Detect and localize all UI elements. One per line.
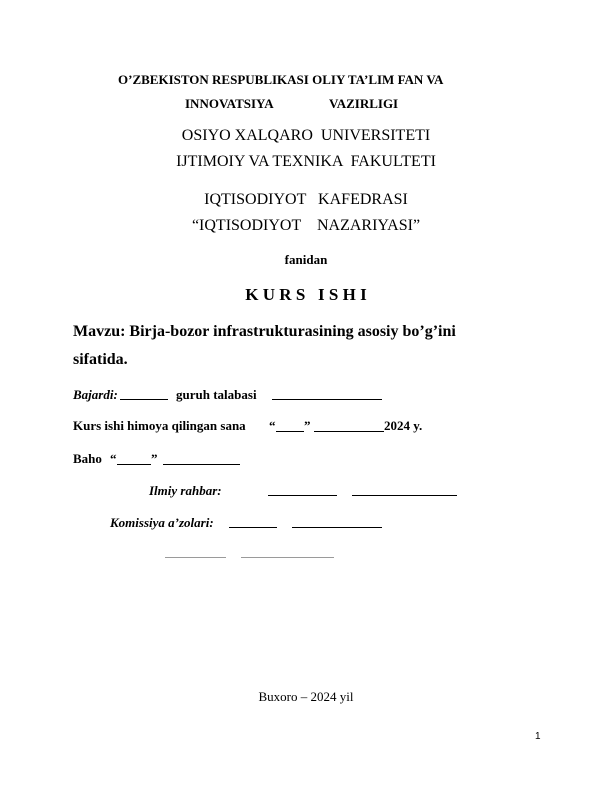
fanidan-label: fanidan	[284, 252, 328, 267]
guruh-blank	[272, 399, 382, 400]
subject-name: “IQTISODIYOT NAZARIYASI”	[191, 217, 421, 234]
ilmiy-rahbar-blank-1	[268, 495, 337, 496]
himoya-day-blank	[276, 431, 304, 432]
komissiya-blank-2	[292, 527, 382, 528]
ilmiy-rahbar-label: Ilmiy rahbar:	[149, 483, 222, 498]
department-name: IQTISODIYOT KAFEDRASI	[204, 191, 408, 208]
topic-line-1: Mavzu: Birja-bozor infrastrukturasining asosiy bo’g’ini	[69, 323, 456, 340]
guruh-label: guruh talabasi	[176, 387, 257, 402]
baho-quote-open: “	[110, 451, 117, 466]
ministry-line-1: O’ZBEKISTON RESPUBLIKASI OLIY TA’LIM FAN VA	[118, 72, 444, 87]
komissiya-blank-3	[165, 557, 226, 558]
komissiya-label: Komissiya a’zolari:	[110, 515, 214, 530]
bajardi-label: Bajardi:	[73, 387, 118, 402]
place-year: Buxoro – 2024 yil	[258, 689, 354, 704]
baho-quote-close: ”	[151, 451, 158, 466]
himoya-year: 2024 y.	[384, 418, 423, 433]
ilmiy-rahbar-blank-2	[352, 495, 457, 496]
himoya-month-blank	[314, 431, 384, 432]
baho-label: Baho	[73, 451, 102, 466]
ministry-line-2a: INNOVATSIYA	[185, 96, 274, 111]
ministry-line-2b: VAZIRLIGI	[329, 96, 399, 111]
document-title: K U R S I S H I	[245, 285, 367, 304]
himoya-label: Kurs ishi himoya qilingan sana	[73, 418, 246, 433]
page-number: 1	[535, 731, 541, 742]
komissiya-blank-1	[229, 527, 277, 528]
topic-line-2: sifatida.	[73, 351, 128, 368]
himoya-quote-close: ”	[304, 418, 311, 433]
baho-word-blank	[163, 464, 240, 465]
university-name: OSIYO XALQARO UNIVERSITETI	[181, 127, 431, 144]
bajardi-blank	[120, 399, 168, 400]
himoya-quote-open: “	[269, 418, 276, 433]
komissiya-blank-4	[241, 557, 334, 558]
baho-score-blank	[117, 464, 151, 465]
faculty-name: IJTIMOIY VA TEXNIKA FAKULTETI	[176, 153, 436, 170]
